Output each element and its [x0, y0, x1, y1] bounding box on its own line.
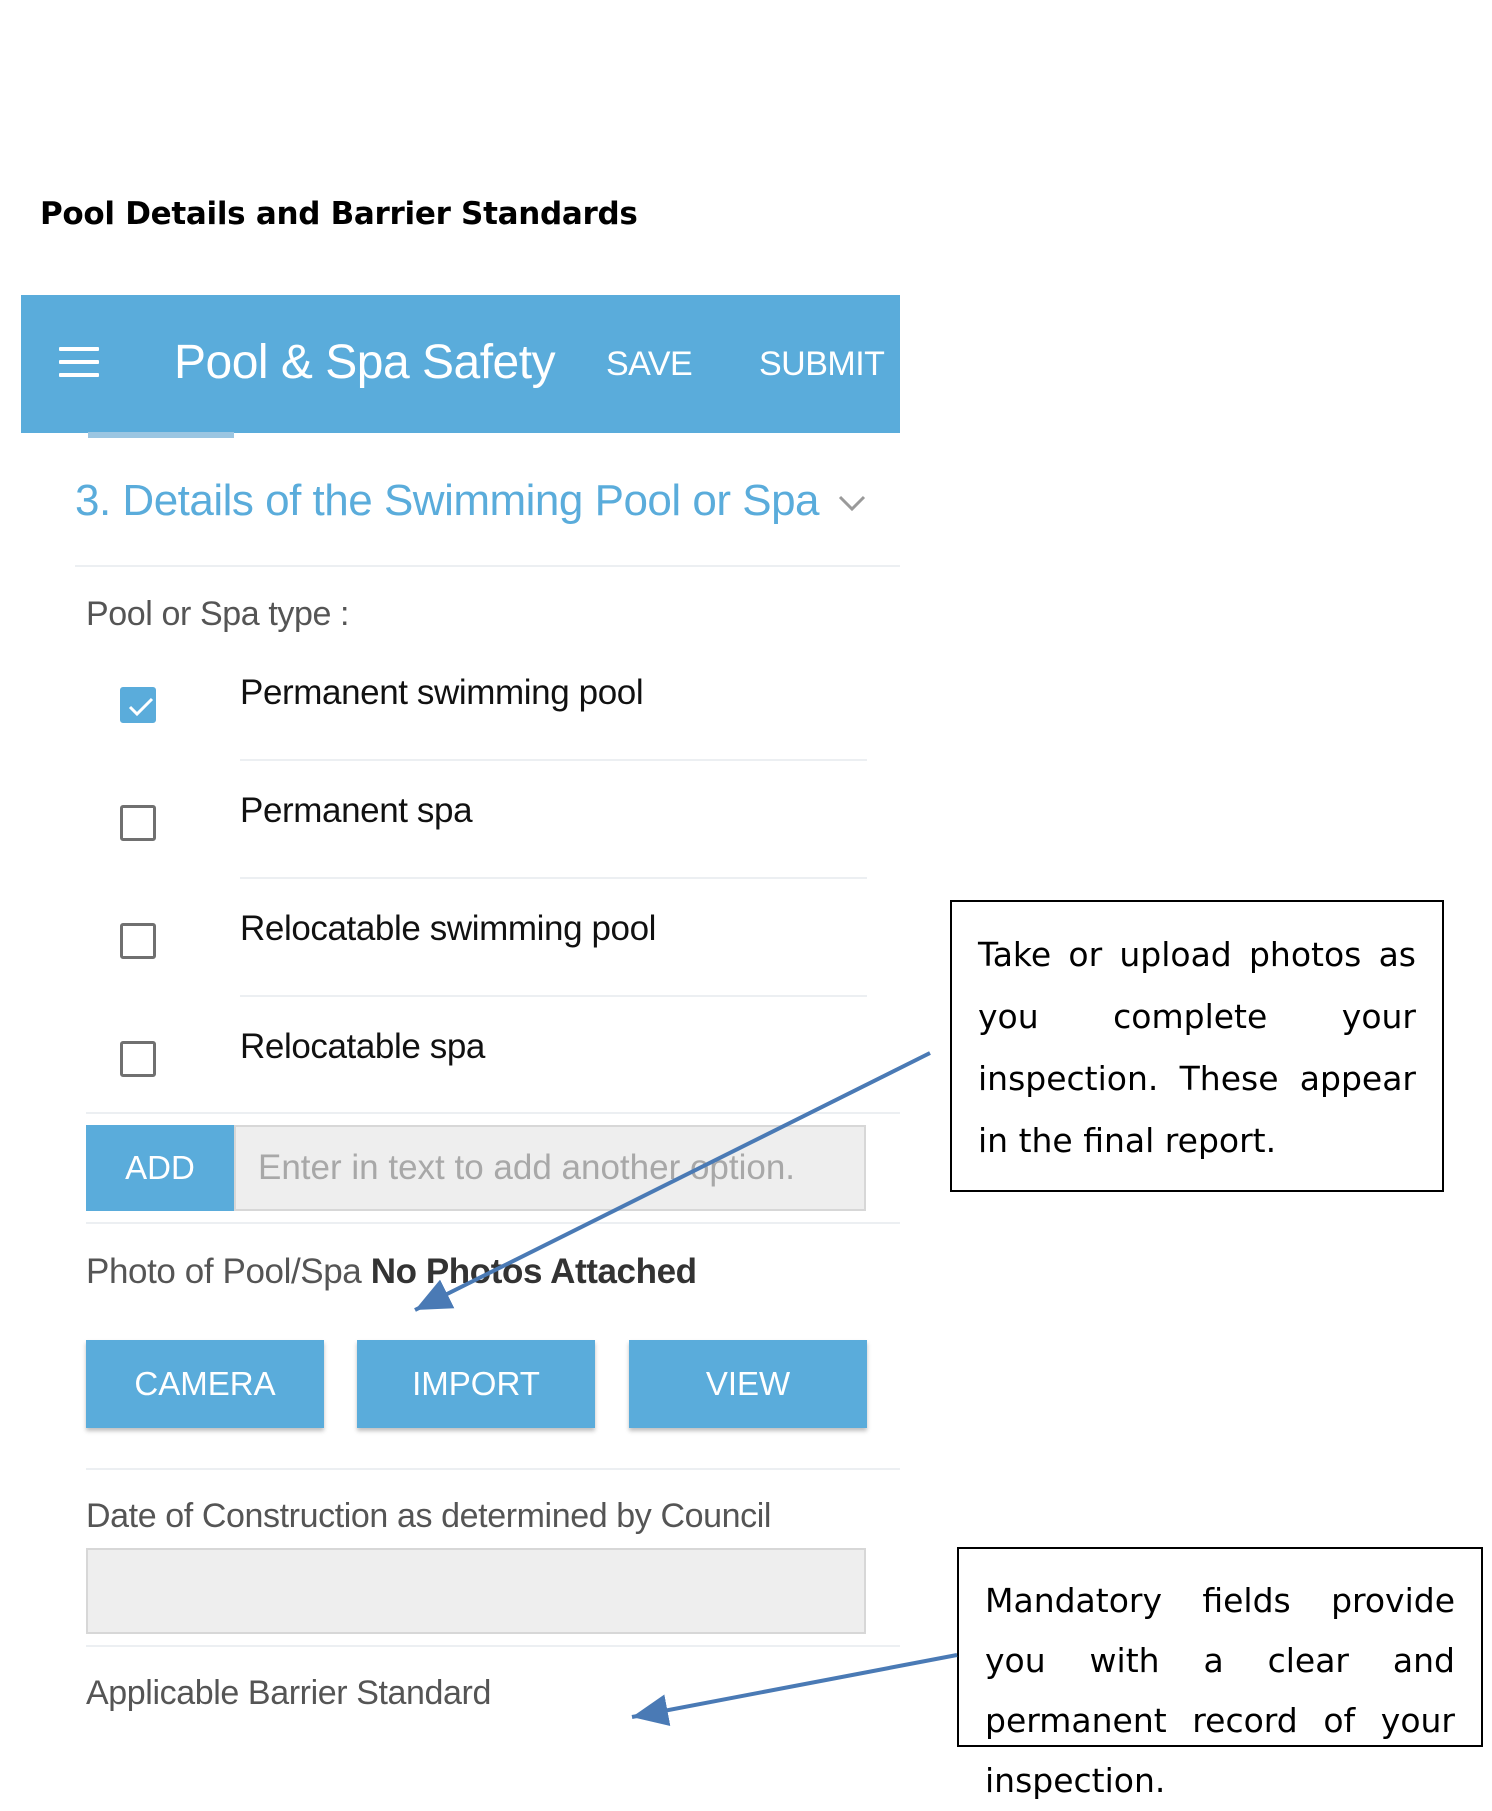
photo-status: No Photos Attached	[370, 1252, 697, 1291]
section-title[interactable]: 3. Details of the Swimming Pool or Spa	[75, 476, 820, 525]
view-button[interactable]: VIEW	[629, 1340, 867, 1428]
callout-mandatory: Mandatory fields provide you with a clear and permanent record of your inspection.	[957, 1547, 1483, 1747]
photo-label: Photo of Pool/Spa	[86, 1252, 362, 1291]
construction-date-label: Date of Construction as determined by Council	[86, 1497, 772, 1535]
arrow-to-photo-buttons	[415, 1053, 930, 1310]
submit-button[interactable]: SUBMIT	[759, 345, 885, 383]
option-label-relocatable-spa: Relocatable spa	[240, 1027, 485, 1066]
camera-button[interactable]: CAMERA	[86, 1340, 324, 1428]
add-option-button[interactable]: ADD	[86, 1125, 234, 1211]
option-label-permanent-spa: Permanent spa	[240, 791, 473, 830]
save-button[interactable]: SAVE	[606, 345, 693, 383]
callout-photos: Take or upload photos as you complete your inspection. These appear in the final report.	[950, 900, 1444, 1192]
barrier-standard-label: Applicable Barrier Standard	[86, 1674, 491, 1712]
app-title: Pool & Spa Safety	[174, 336, 556, 389]
option-label-permanent-swimming-pool: Permanent swimming pool	[240, 673, 644, 712]
option-label-relocatable-swimming-pool: Relocatable swimming pool	[240, 909, 657, 948]
import-button[interactable]: IMPORT	[357, 1340, 595, 1428]
pool-type-label: Pool or Spa type :	[86, 595, 350, 633]
arrow-to-barrier-standard	[632, 1655, 957, 1717]
document-heading: Pool Details and Barrier Standards	[40, 196, 638, 232]
